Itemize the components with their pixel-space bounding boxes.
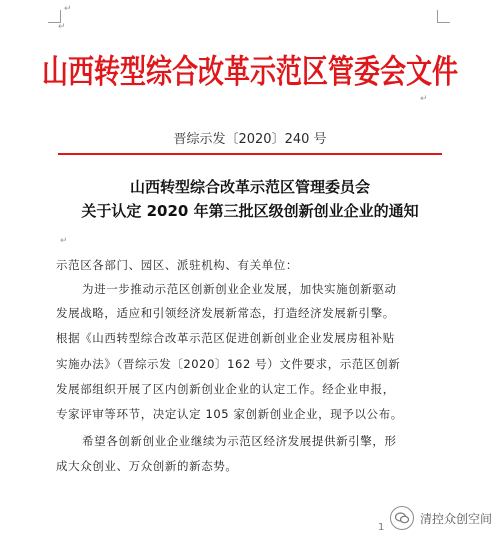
paragraph-mark-icon: ↵: [64, 4, 72, 14]
watermark: [390, 506, 492, 530]
body-text-line: 希望各创新创业企业继续为示范区经济发展提供新引擎，形: [82, 434, 397, 448]
body-text-line: 发展战略，适应和引领经济发展新常态，打造经济发展新引擎。: [56, 306, 395, 320]
document-header-title: 山西转型综合改革示范区管委会文件: [41, 53, 458, 91]
body-text-line: 为进一步推动示范区创新创业企业发展，加快实施创新驱动: [82, 282, 397, 296]
notice-title-line1: 山西转型综合改革示范区管理委员会: [129, 178, 370, 196]
body-text-line: 专家评审等环节，决定认定 105 家创新创业企业，现予以公布。: [56, 407, 403, 421]
paragraph-mark-icon: ↵: [60, 236, 68, 246]
paragraph-mark-icon: ↵: [58, 22, 66, 32]
body-text-line: 成大众创业、万众创新的新态势。: [56, 459, 238, 473]
body-text-line: 发展部组织开展了区内创新创业企业的认定工作。经企业申报，: [56, 382, 395, 396]
salutation-line: 示范区各部门、园区、派驻机构、有关单位：: [56, 258, 298, 272]
wechat-icon: [390, 506, 414, 530]
watermark-text: 清控众创空间: [419, 511, 492, 526]
red-divider-line: [58, 153, 442, 155]
page-number: 1: [378, 522, 385, 533]
notice-title-line2: 关于认定 2020 年第三批区级创新创业企业的通知: [81, 202, 419, 220]
paragraph-mark-icon: ↵: [420, 94, 428, 104]
corner-crop-mark-right: [437, 10, 450, 23]
document-number: 晋综示发〔2020〕240 号: [173, 132, 327, 147]
body-text-line: 根据《山西转型综合改革示范区促进创新创业企业发展房租补贴: [56, 331, 395, 345]
body-text-line: 实施办法》（晋综示发〔2020〕162 号）文件要求，示范区创新: [56, 357, 401, 371]
